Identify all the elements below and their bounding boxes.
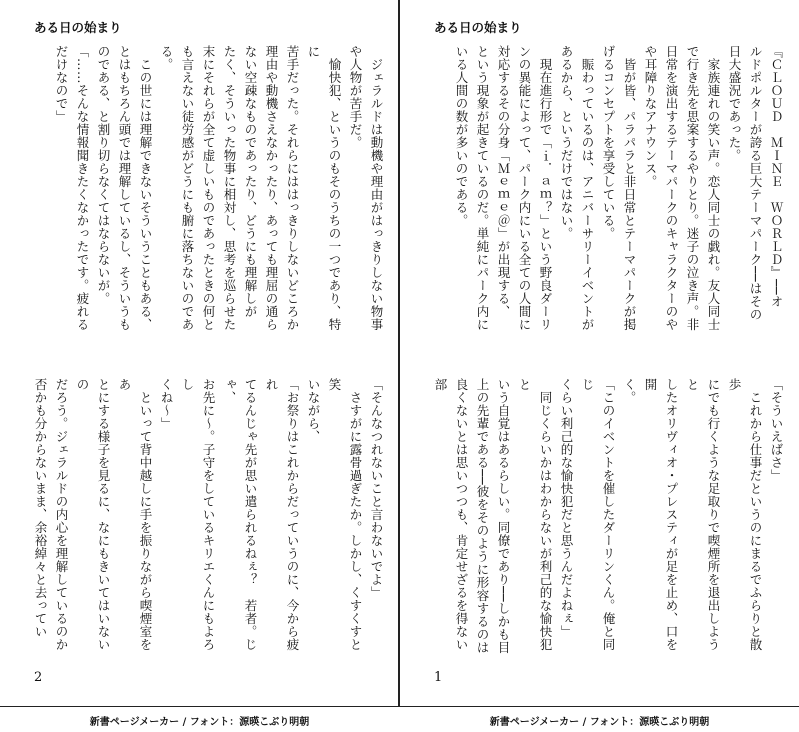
running-header: ある日の始まり — [34, 20, 122, 35]
right-page-lower-text: 「そういえばさ」 これから仕事だというのにまるでふらりと散歩 にでも行くような足取りで喫煙所を退出しようと したオリヴィオ・プレスティが足を止め、口を開 く。 「このイベントを催したダーリンくん。俺と同じ くらい利己的な愉快犯だと思うんだよねぇ」 同じくらいかはわからないが利己的な愉快犯と いう自覚はあるらしい。同僚であり──しかも目 上の先輩である──彼をそのように形容するのは 良くないとは思いつつも、肯定せざるを得ない部 — [433, 378, 784, 655]
right-page-upper-text: 『ＣＬＯＵＤ ＭＩＮＥ ＷＯＲＬＤ』──オ ルドポルターが誇る巨大テーマパーク──はその 日大盛況であった。 家族連れの笑い声。恋人同士の戯れ。友人同士 で行き先を思案するやりとり。迷子の泣き声。非 日常を演出するテーマパークのキャラクターのや や耳障りなアナウンス。 皆が皆、パラパラと非日常とテーマパークが掲 げるコンセプトを享受している。 賑わっているのは、アニバーサリーイベントが あるから、というだけではない。 現在進行形で「ｉ．ａｍ？」という野良ダーリ ンの異能によって、パーク内にいる全ての人間に 対応するその分身「Ｍｅｍｅ＠」が出現する、 という現象が起きているのだ。単純にパーク内に いる人間の数が多いのである。 — [454, 45, 784, 331]
footer-credit: 新書ページメーカー / フォント：源暎こぶり明朝 — [489, 717, 710, 728]
left-page-upper-text: ジェラルドは動機や理由がはっきりしない物事 や人物が苦手だ。 愉快犯、というのもそのうちの一つであり、特に 苦手だった。それらにははっきりしないどころか 理由や動機さえなかったり、あっても理屈の通ら ない空疎なものであったり、どうにも理解しが たく、そういった物事に相対し、思考を巡らせた 末にそれらが全て虚しいものであったときの何と も言えない徒労感がどうにも腑に落ちないのであ る。 この世には理解できないそういうこともある、 とはもちろん頭では理解しているし、そういうも のである、と割り切らなくてはならないが。 「……そんな情報聞きたくなかったです。疲れる だけなので」 — [54, 45, 384, 331]
running-header: ある日の始まり — [434, 20, 522, 35]
left-page — [0, 0, 399, 706]
page-number: 2 — [34, 670, 43, 685]
right-page — [400, 0, 799, 706]
page-number: 1 — [434, 670, 443, 685]
left-page-lower-text: 「そんなつれないこと言わないでよ」 さすがに露骨過ぎたか。しかし、くすくすと笑 いながら、 「お祭りはこれからだっていうのに、今から疲れ てるんじゃ先が思い遣られるねぇ？ 若者。じゃ、 お先に〜。子守をしているキリエくんにもよろし くね〜」 といって背中越しに手を振りながら喫煙室をあ とにする様子を見るに、なにもきいてはいないの だろう。ジェラルドの内心を理解しているのか 否かも分からないまま、余裕綽々と去ってい — [33, 378, 384, 651]
footer-credit: 新書ページメーカー / フォント：源暎こぶり明朝 — [89, 717, 310, 728]
footer-divider — [0, 706, 799, 707]
